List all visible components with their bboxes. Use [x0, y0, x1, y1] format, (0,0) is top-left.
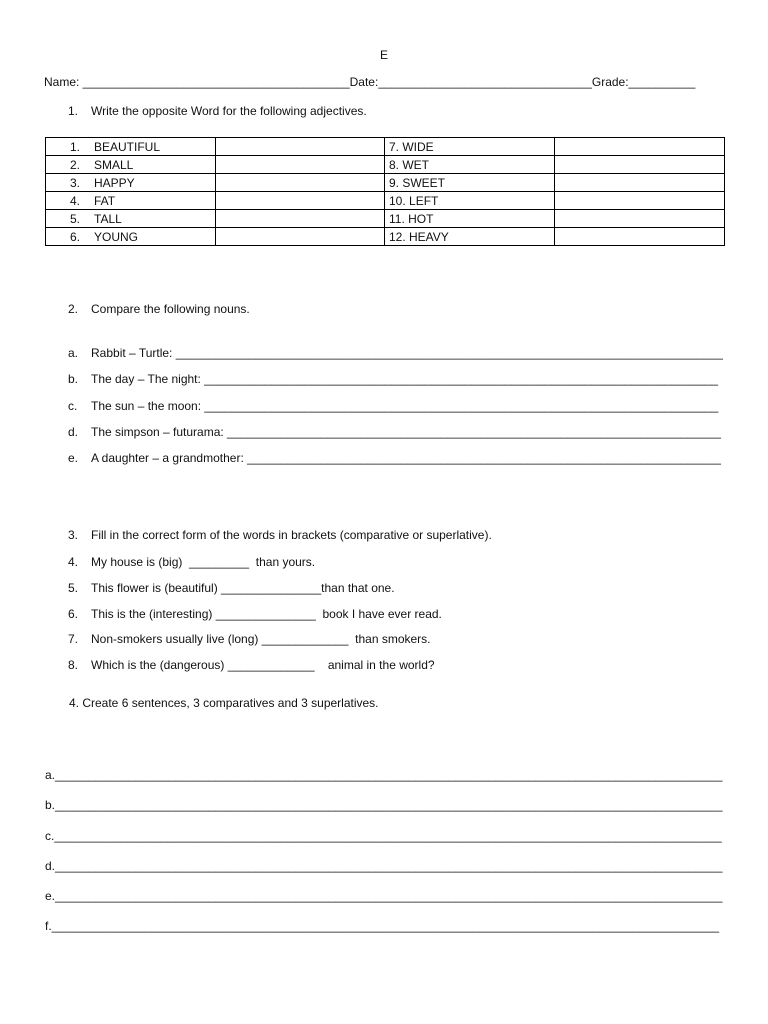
adjective-word: FAT: [94, 193, 116, 208]
fill-item-4-number: 4.: [68, 555, 79, 569]
fill-item-3: Fill in the correct form of the words in brackets (comparative or superlative).: [91, 528, 492, 542]
fill-item-6-number: 6.: [68, 607, 79, 621]
compare-item-b-letter: b.: [68, 372, 79, 386]
adjective-number: 2.: [70, 157, 81, 172]
name-date-grade-line[interactable]: Name: ________________________________________Date:________________________________Grade:__________: [44, 75, 696, 89]
opposite-answer-cell[interactable]: [555, 210, 725, 228]
opposite-answer-cell[interactable]: [216, 210, 385, 228]
adjective-cell: 8. WET: [385, 156, 555, 174]
adjective-cell: 10. LEFT: [385, 192, 555, 210]
section1-heading: Write the opposite Word for the following adjectives.: [91, 104, 367, 118]
compare-item-a[interactable]: Rabbit – Turtle: __________________________________________________________________________________: [91, 346, 723, 360]
fill-item-7[interactable]: Non-smokers usually live (long) _____________ than smokers.: [91, 632, 431, 646]
adjective-row: [46, 174, 725, 192]
opposite-answer-cell[interactable]: [555, 156, 725, 174]
opposite-answer-cell[interactable]: [216, 192, 385, 210]
adjective-word: YOUNG: [94, 229, 139, 244]
adjective-number: 1.: [70, 139, 81, 154]
sentence-line-b[interactable]: b.____________________________________________________________________________________________________: [45, 798, 723, 812]
adjective-number: 5.: [70, 211, 81, 226]
fill-item-3-number: 3.: [68, 528, 79, 542]
opposite-answer-cell[interactable]: [216, 138, 385, 156]
opposite-answer-cell[interactable]: [555, 192, 725, 210]
fill-item-5[interactable]: This flower is (beautiful) _______________than that one.: [91, 581, 395, 595]
adjective-word: SMALL: [94, 157, 134, 172]
adjective-cell: [46, 138, 216, 156]
compare-item-e[interactable]: A daughter – a grandmother: _______________________________________________________________________: [91, 451, 721, 465]
adjective-word: TALL: [94, 211, 122, 226]
sentence-line-d[interactable]: d.____________________________________________________________________________________________________: [45, 859, 723, 873]
adjective-cell: 12. HEAVY: [385, 228, 555, 246]
sentence-line-c[interactable]: c.____________________________________________________________________________________________________: [45, 829, 722, 843]
fill-item-6[interactable]: This is the (interesting) _______________ book I have ever read.: [91, 607, 442, 621]
opposite-answer-cell[interactable]: [555, 138, 725, 156]
test-title: E: [379, 48, 388, 62]
compare-item-a-letter: a.: [68, 346, 79, 360]
compare-item-b[interactable]: The day – The night: _____________________________________________________________________________: [91, 372, 719, 386]
sentence-line-e[interactable]: e.____________________________________________________________________________________________________: [45, 889, 723, 903]
opposite-answer-cell[interactable]: [216, 228, 385, 246]
compare-item-c[interactable]: The sun – the moon: _____________________________________________________________________________: [91, 399, 719, 413]
compare-item-e-letter: e.: [68, 451, 79, 465]
adjective-cell: [46, 192, 216, 210]
adjective-row: [46, 192, 725, 210]
adjective-number: 3.: [70, 175, 81, 190]
adjective-row: [46, 156, 725, 174]
adjectives-table: [45, 137, 725, 246]
section2-heading: Compare the following nouns.: [91, 302, 250, 316]
fill-item-8[interactable]: Which is the (dangerous) _____________ animal in the world?: [91, 658, 435, 672]
sentence-line-a[interactable]: a.____________________________________________________________________________________________________: [45, 768, 723, 782]
fill-item-7-number: 7.: [68, 632, 79, 646]
adjective-cell: [46, 156, 216, 174]
adjective-cell: 11. HOT: [385, 210, 555, 228]
opposite-answer-cell[interactable]: [555, 174, 725, 192]
sentence-line-f[interactable]: f.____________________________________________________________________________________________________: [45, 919, 720, 933]
opposite-answer-cell[interactable]: [555, 228, 725, 246]
section1-number: 1.: [68, 104, 79, 118]
adjective-cell: [46, 210, 216, 228]
compare-item-d[interactable]: The simpson – futurama: __________________________________________________________________________: [91, 425, 721, 439]
section2-number: 2.: [68, 302, 79, 316]
fill-item-5-number: 5.: [68, 581, 79, 595]
compare-item-c-letter: c.: [68, 399, 78, 413]
compare-item-d-letter: d.: [68, 425, 79, 439]
adjective-cell: 9. SWEET: [385, 174, 555, 192]
fill-item-8-number: 8.: [68, 658, 79, 672]
section4-heading: 4. Create 6 sentences, 3 comparatives and 3 superlatives.: [69, 696, 379, 710]
adjective-row: [46, 228, 725, 246]
adjective-number: 6.: [70, 229, 81, 244]
adjective-cell: 7. WIDE: [385, 138, 555, 156]
fill-item-4[interactable]: My house is (big) _________ than yours.: [91, 555, 316, 569]
adjective-cell: [46, 228, 216, 246]
adjective-row: [46, 138, 725, 156]
adjective-cell: [46, 174, 216, 192]
adjective-word: BEAUTIFUL: [94, 139, 161, 154]
adjective-word: HAPPY: [94, 175, 135, 190]
adjective-row: [46, 210, 725, 228]
opposite-answer-cell[interactable]: [216, 174, 385, 192]
opposite-answer-cell[interactable]: [216, 156, 385, 174]
adjective-number: 4.: [70, 193, 81, 208]
